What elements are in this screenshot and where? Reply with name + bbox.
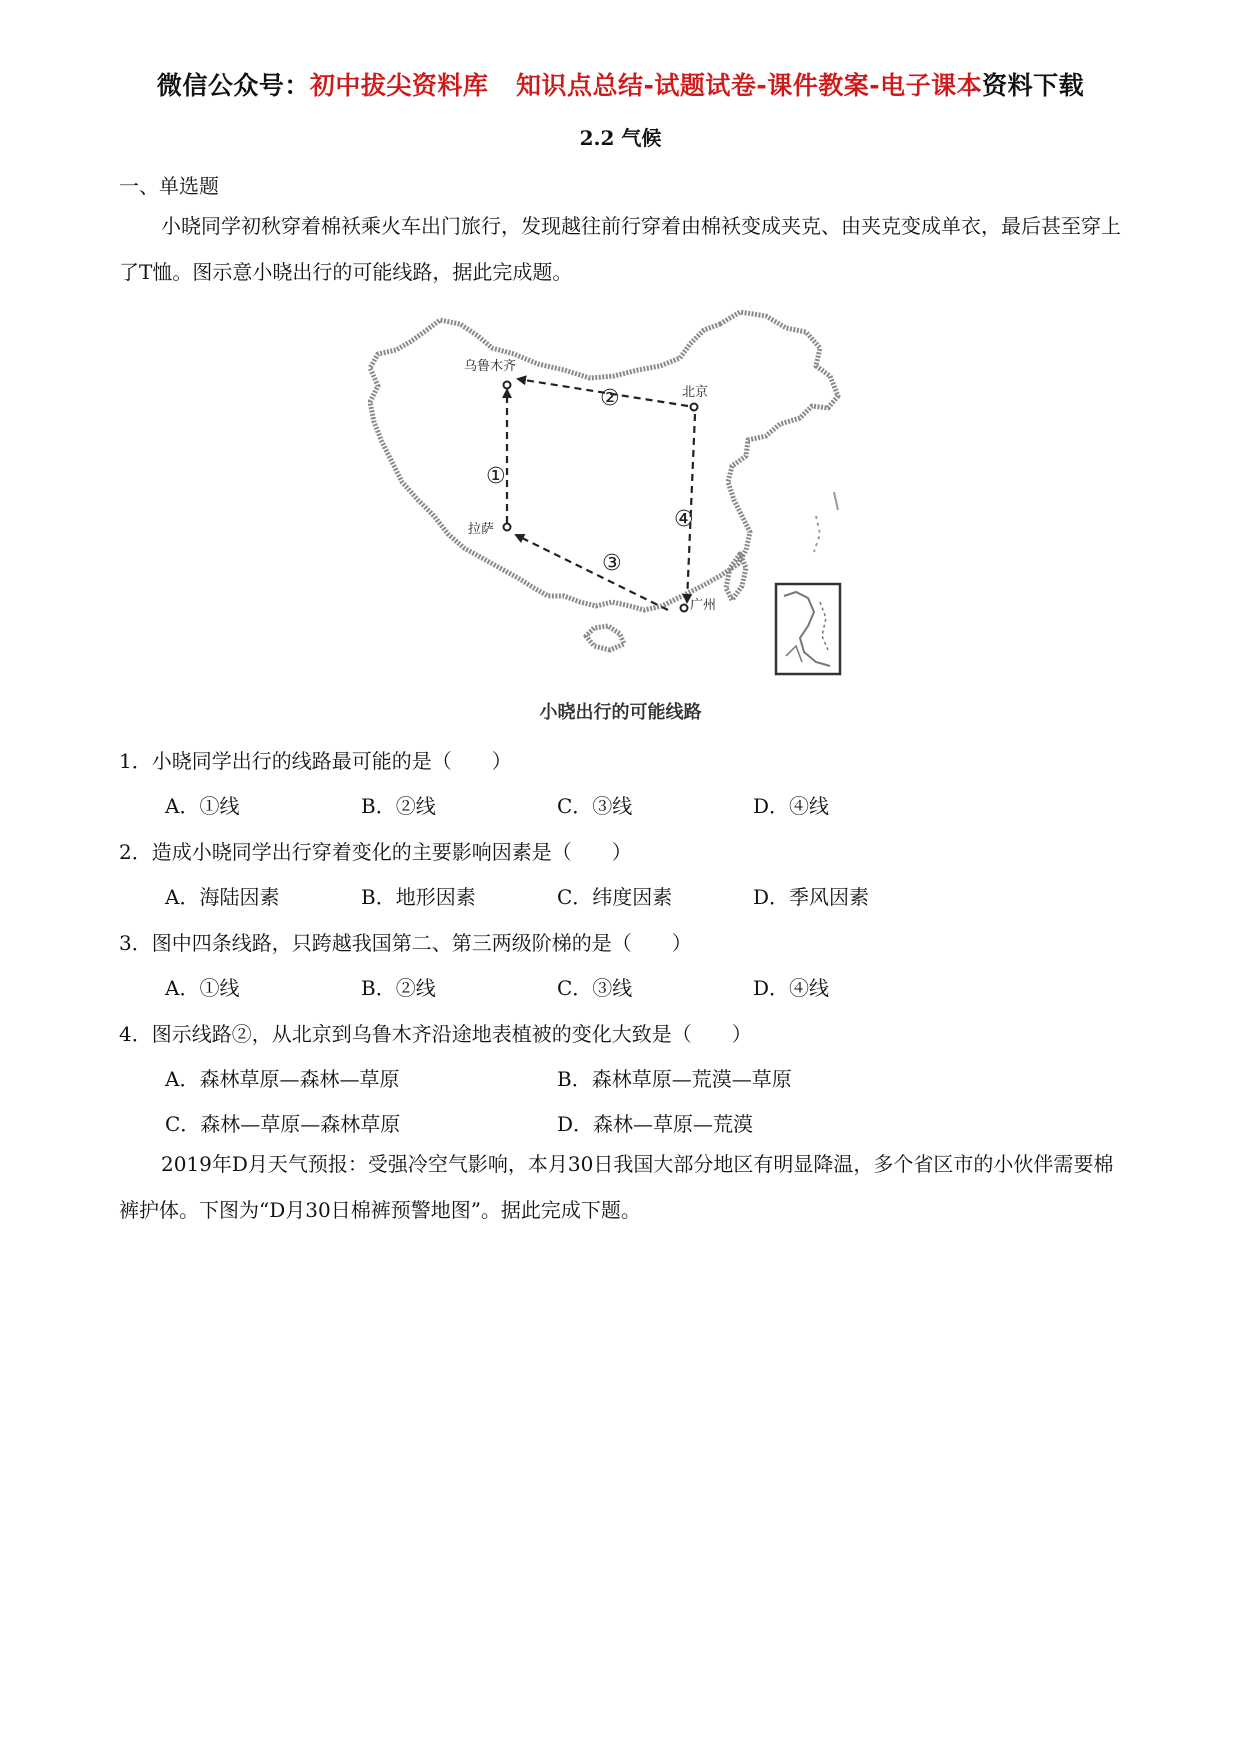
q4-option-c: C．森林—草原—森林草原 <box>165 1112 401 1136</box>
china-route-map <box>368 306 846 678</box>
intro-paragraph-1: 小晓同学初秋穿着棉袄乘火车出门旅行，发现越往前行穿着由棉袄变成夹克、由夹克变成单衣，最后甚至穿上了T恤。图示意小晓出行的可能线路，据此完成题。 <box>119 214 1121 284</box>
q2-option-c: C．纬度因素 <box>557 885 673 909</box>
q4-option-d: D．森林—草原—荒漠 <box>557 1112 754 1136</box>
question-1-stem: 1．小晓同学出行的线路最可能的是（ ） <box>119 749 512 773</box>
q3-option-a: A．①线 <box>165 976 240 1000</box>
section-title: 一、单选题 <box>119 174 219 198</box>
q4-option-b: B．森林草原—荒漠—草原 <box>557 1067 792 1091</box>
q1-option-b: B．②线 <box>361 794 436 818</box>
q3-option-d: D．④线 <box>753 976 830 1000</box>
q4-option-a: A．森林草原—森林—草原 <box>165 1067 400 1091</box>
header-banner <box>0 66 1241 102</box>
label-urumqi: 乌鲁木齐 <box>464 359 517 374</box>
header-prefix: 微信公众号： <box>156 71 310 100</box>
china-outline <box>370 312 838 650</box>
label-beijing: 北京 <box>682 385 709 400</box>
map-caption: 小晓出行的可能线路 <box>539 702 702 723</box>
label-route-1: ① <box>486 464 506 489</box>
route-3 <box>516 535 668 610</box>
routes <box>507 379 695 610</box>
city-point-urumqi <box>504 382 511 389</box>
question-3-stem: 3．图中四条线路，只跨越我国第二、第三两级阶梯的是（ ） <box>119 931 692 955</box>
q2-option-d: D．季风因素 <box>753 885 870 909</box>
label-route-4: ④ <box>674 507 694 532</box>
q3-option-c: C．③线 <box>557 976 633 1000</box>
city-point-beijing <box>691 404 698 411</box>
header-highlight: 初中拔尖资料库 知识点总结-试题试卷-课件教案-电子课本 <box>309 71 983 100</box>
label-route-2: ② <box>600 386 620 411</box>
q2-option-a: A．海陆因素 <box>165 885 280 909</box>
label-lhasa: 拉萨 <box>468 522 495 537</box>
doc-title: 2.2 气候 <box>579 126 662 150</box>
label-guangzhou: 广州 <box>690 598 717 613</box>
question-2-stem: 2．造成小晓同学出行穿着变化的主要影响因素是（ ） <box>119 840 632 864</box>
intro-paragraph-2: 2019年D月天气预报：受强冷空气影响，本月30日我国大部分地区有明显降温，多个省区市的小伙伴需要棉裤护体。下图为“D月30日棉裤预警地图”。据此完成下题。 <box>119 1152 1114 1222</box>
q1-option-c: C．③线 <box>557 794 633 818</box>
q3-option-b: B．②线 <box>361 976 436 1000</box>
q1-option-d: D．④线 <box>753 794 830 818</box>
label-route-3: ③ <box>602 551 622 576</box>
q2-option-b: B．地形因素 <box>361 885 476 909</box>
header-suffix: 资料下载 <box>982 71 1085 100</box>
question-4-stem: 4．图示线路②，从北京到乌鲁木齐沿途地表植被的变化大致是（ ） <box>119 1022 752 1046</box>
q1-option-a: A．①线 <box>165 794 240 818</box>
city-point-lhasa <box>504 524 511 531</box>
city-point-guangzhou <box>681 605 688 612</box>
south-china-sea-inset <box>776 492 840 674</box>
